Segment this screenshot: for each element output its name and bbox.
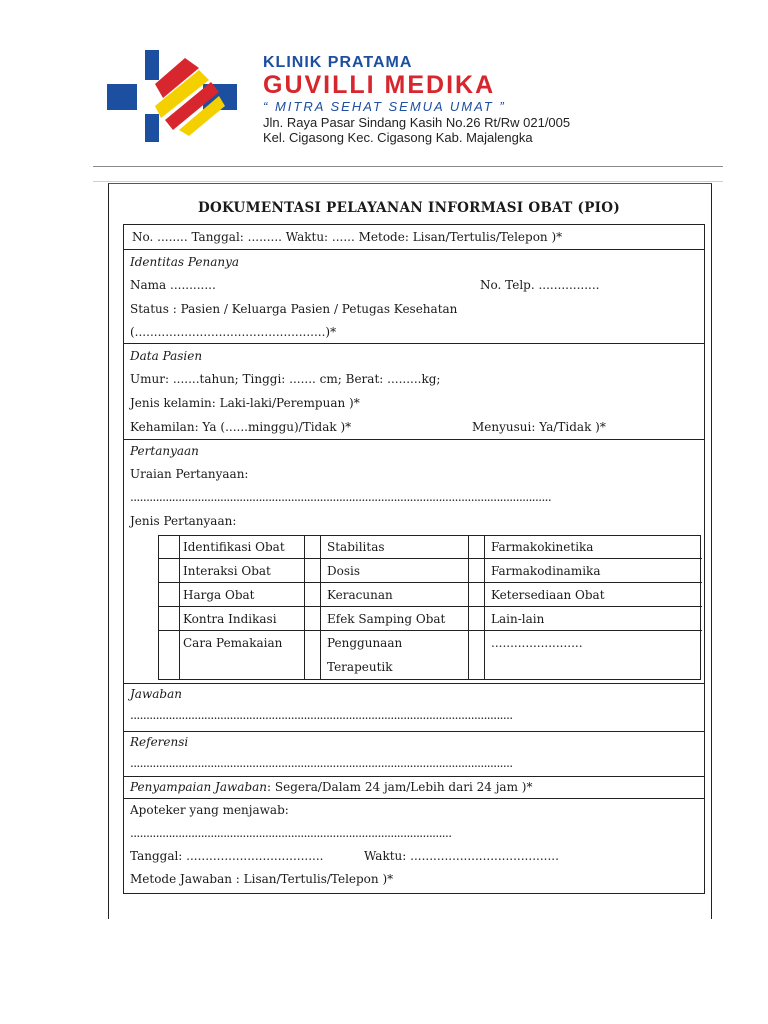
option-farmakokinetika[interactable]: Farmakokinetika	[491, 540, 594, 554]
clinic-address-line2: Kel. Cigasong Kec. Cigasong Kab. Majalengka	[263, 130, 533, 145]
letterhead	[93, 40, 713, 160]
clinic-logo	[107, 50, 237, 142]
pio-form	[123, 224, 705, 894]
option-efek-samping-obat[interactable]: Efek Samping Obat	[327, 612, 446, 626]
field-tanggal[interactable]: Tanggal: ....................................	[130, 849, 324, 863]
field-kehamilan[interactable]: Kehamilan: Ya (......minggu)/Tidak )*	[130, 420, 352, 434]
option-farmakodinamika[interactable]: Farmakodinamika	[491, 564, 601, 578]
field-jawaban-dots[interactable]: .......................................................................................................................	[130, 708, 513, 722]
field-jenis-label: Jenis Pertanyaan:	[130, 514, 237, 528]
field-uraian-dots[interactable]: ...................................................................................................................................	[130, 490, 552, 504]
form-title: DOKUMENTASI PELAYANAN INFORMASI OBAT (PIO)	[197, 200, 621, 216]
option-penggunaan[interactable]: Penggunaan	[327, 636, 403, 650]
section-heading-pertanyaan: Pertanyaan	[130, 444, 199, 458]
option-stabilitas[interactable]: Stabilitas	[327, 540, 385, 554]
field-nama[interactable]: Nama ............	[130, 278, 216, 292]
section-referensi	[124, 731, 704, 776]
penyampaian-value: : Segera/Dalam 24 jam/Lebih dari 24 jam )*	[267, 780, 533, 794]
letterhead-divider-light	[93, 181, 723, 182]
field-uraian-label: Uraian Pertanyaan:	[130, 467, 249, 481]
form-header-line[interactable]: No. ........ Tanggal: ......... Waktu: ...... Metode: Lisan/Tertulis/Telepon )*	[132, 230, 563, 244]
option-keracunan[interactable]: Keracunan	[327, 588, 393, 602]
option-lain-lain[interactable]: Lain-lain	[491, 612, 545, 626]
option-interaksi-obat[interactable]: Interaksi Obat	[183, 564, 271, 578]
section-heading-penanya: Identitas Penanya	[130, 255, 240, 269]
section-penyampaian	[124, 776, 704, 798]
question-type-table	[158, 535, 701, 680]
option-lain-lain-dots[interactable]: ........................	[491, 636, 583, 650]
clinic-name: GUVILLI MEDIKA	[263, 71, 496, 99]
form-header-row	[124, 225, 704, 249]
field-waktu[interactable]: Waktu: .......................................	[364, 849, 559, 863]
section-jawaban	[124, 683, 704, 731]
letterhead-divider	[93, 166, 723, 167]
section-heading-referensi: Referensi	[130, 735, 189, 749]
penyampaian-label: Penyampaian Jawaban	[130, 780, 268, 794]
field-status[interactable]: Status : Pasien / Keluarga Pasien / Petugas Kesehatan	[130, 302, 458, 316]
section-penanya	[124, 249, 704, 343]
option-harga-obat[interactable]: Harga Obat	[183, 588, 255, 602]
option-identifikasi-obat[interactable]: Identifikasi Obat	[183, 540, 285, 554]
clinic-tagline: “ MITRA SEHAT SEMUA UMAT ”	[263, 99, 506, 114]
field-status-other[interactable]: (..................................................)*	[130, 325, 337, 339]
field-telp[interactable]: No. Telp. ................	[480, 278, 600, 292]
option-kontra-indikasi[interactable]: Kontra Indikasi	[183, 612, 277, 626]
clinic-type: KLINIK PRATAMA	[263, 54, 413, 71]
section-apoteker	[124, 798, 704, 894]
clinic-address-line1: Jln. Raya Pasar Sindang Kasih No.26 Rt/Rw 021/005	[263, 115, 571, 130]
option-ketersediaan-obat[interactable]: Ketersediaan Obat	[491, 588, 605, 602]
field-menyusui[interactable]: Menyusui: Ya/Tidak )*	[472, 420, 606, 434]
option-terapeutik[interactable]: Terapeutik	[327, 660, 393, 674]
section-pasien	[124, 343, 704, 439]
section-heading-jawaban: Jawaban	[130, 687, 182, 701]
field-referensi-dots[interactable]: .......................................................................................................................	[130, 756, 513, 770]
section-heading-pasien: Data Pasien	[130, 349, 203, 363]
option-cara-pemakaian[interactable]: Cara Pemakaian	[183, 636, 283, 650]
option-dosis[interactable]: Dosis	[327, 564, 360, 578]
field-apoteker-label: Apoteker yang menjawab:	[130, 803, 289, 817]
field-metode-jawaban[interactable]: Metode Jawaban : Lisan/Tertulis/Telepon )*	[130, 872, 394, 886]
field-penyampaian[interactable]	[130, 780, 532, 794]
field-apoteker-dots[interactable]: ....................................................................................................	[130, 826, 452, 840]
field-jenis-kelamin[interactable]: Jenis kelamin: Laki-laki/Perempuan )*	[130, 396, 360, 410]
field-umur[interactable]: Umur: .......tahun; Tinggi: ....... cm; Berat: .........kg;	[130, 372, 441, 386]
